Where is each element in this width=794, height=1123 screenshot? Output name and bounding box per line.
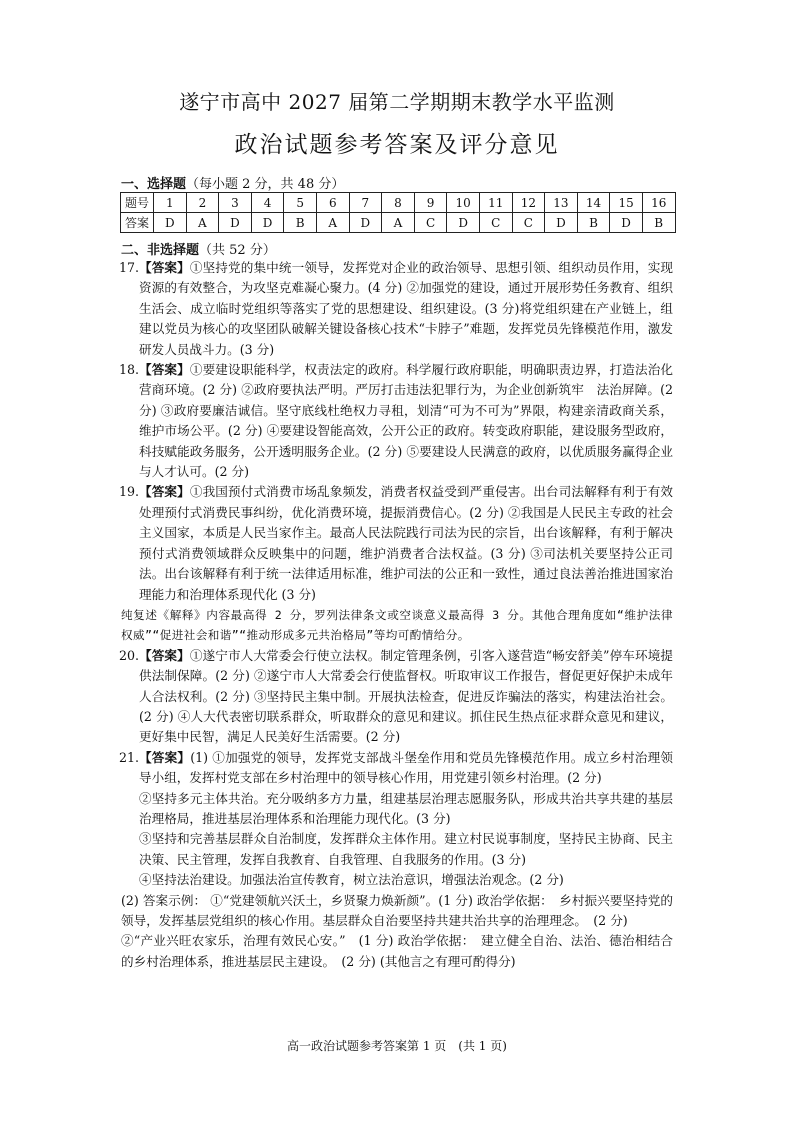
section1-heading-line <box>121 173 344 192</box>
table-cell: B <box>642 213 675 233</box>
table-cell: C <box>414 213 447 233</box>
answer-tag: 【答案】 <box>139 362 190 378</box>
table-cell: 9 <box>414 193 447 213</box>
table-cell: C <box>512 213 545 233</box>
table-cell: C <box>479 213 512 233</box>
row-label-answer: 答案 <box>121 213 154 233</box>
answer-item-2: ②坚持多元主体共治。充分吸纳多方力量，组建基层治理志愿服务队，形成共治共享共建的基层治理格局，推进基层治理体系和治理能力现代化。(3 分) <box>139 790 673 826</box>
answer-text: ①坚持党的集中统一领导，发挥党对企业的政治领导、思想引领、组织动员作用，实现资源的有效整合，为攻坚克难凝心聚力。(4 分) ②加强党的建设，通过开展形势任务教育、组织生活会、成立临时党组织等落实了党的思想建设、组织建设。(3 分)将党组织建在产业链上，组建以党员为核心的攻坚团队破解关键设备核心技术“卡脖子”难题，发挥党员先锋模范作用，激发研发人员战斗力。(3 分) <box>139 260 674 357</box>
answers-body <box>121 258 673 972</box>
table-cell: 16 <box>642 193 675 213</box>
table-cell: A <box>316 213 349 233</box>
question-number: 18. <box>119 362 140 378</box>
answer-tag: 【答案】 <box>139 749 191 765</box>
answer-part2-example2: ②“产业兴旺农家乐，治理有效民心安。” (1 分) 政治学依据： 建立健全自治、法治、德治相结合的乡村治理体系，推进基层民主建设。 (2 分) (其他言之有理可酌得分) <box>121 933 673 969</box>
table-cell: D <box>447 213 480 233</box>
document-title: 政治试题参考答案及评分意见 <box>234 132 560 158</box>
section2-heading-line <box>121 239 276 258</box>
question-number: 19. <box>119 484 140 500</box>
exam-title: 遂宁市高中 2027 届第二学期期末教学水平监测 <box>179 90 615 114</box>
section2-heading: 二、非选择题 <box>121 243 200 258</box>
answer-text: ①我国预付式消费市场乱象频发，消费者权益受到严重侵害。出台司法解释有利于有效处理预付式消费民事纠纷，优化消费环境，提振消费信心。(2 分) ②我国是人民民主专政的社会主义国家，本质是人民当家作主。最高人民法院践行司法为民的宗旨，出台该解释，有利于解决预付式消费领域群众反映集中的问题，维护消费者合法权益。(3 分) ③司法机关要坚持公正司法。出台该解释有利于统一法律适用标准，维护司法的公正和一致性，通过良法善治推进国家治理能力和治理体系现代化 (3 分) <box>139 484 674 602</box>
answer-tag: 【答案】 <box>139 647 190 663</box>
answer-tag: 【答案】 <box>139 484 190 500</box>
answer-part2: (2) 答案示例： ①“党建领航兴沃土，乡贤聚力焕新颜”。(1 分) 政治学依据： 乡村振兴要坚持党的领导，发挥基层党组织的核心作用。基层群众自治要坚持共建共治共享的治理理念。 (2 分) <box>121 892 673 928</box>
table-cell: 8 <box>382 193 415 213</box>
table-cell: 12 <box>512 193 545 213</box>
answer-text: ①要建设职能科学，权责法定的政府。科学履行政府职能，明确职责边界，打造法治化营商环境。(2 分) ②政府要执法严明。严厉打击违法犯罪行为，为企业创新筑牢 法治屏障。(2 分) ③政府要廉洁诚信。坚守底线杜绝权力寻租，划清“可为不可为”界限，构建亲清政商关系，维护市场公平。(2 分) ④要建设智能高效，公开公正的政府。转变政府职能，建设服务型政府，科技赋能政务服务，公开透明服务企业。(2 分) ⑤要建设人民满意的政府，以优质服务赢得企业与人才认可。(2 分) <box>139 362 674 480</box>
table-cell: 11 <box>479 193 512 213</box>
answer-text: ①遂宁市人大常委会行使立法权。制定管理条例，引客入遂营造“畅安舒美”停车环境提供法制保障。(2 分) ②遂宁市人大常委会行使监督权。听取审议工作报告，督促更好保护未成年人合法权利。(2 分) ③坚持民主集中制。开展执法检查，促进反诈骗法的落实，构建法治社会。(2 分) ④人大代表密切联系群众，听取群众的意见和建议。抓住民生热点征求群众意见和建议，更好集中民智，满足人民美好生活需要。(2 分) <box>139 647 674 745</box>
answer-part1-intro: (1) ①加强党的领导，发挥党支部战斗堡垒作用和党员先锋模范作用。成立乡村治理领导小组，发挥村党支部在乡村治理中的领导核心作用，用党建引领乡村治理。(2 分) <box>139 749 674 786</box>
table-cell: D <box>610 213 643 233</box>
table-cell: 1 <box>154 193 187 213</box>
table-cell: D <box>545 213 578 233</box>
table-cell: 5 <box>284 193 317 213</box>
table-cell: B <box>284 213 317 233</box>
question-18 <box>121 360 673 482</box>
question-17 <box>121 258 673 360</box>
grading-note: 纯复述《解释》内容最高得 2 分，罗列法律条文或空谈意义最高得 3 分。其他合理角度如“维护法律权威”“促进社会和谐”“推动形成多元共治格局”等均可酌情给分。 <box>121 607 673 643</box>
table-cell: B <box>577 213 610 233</box>
section1-note: （每小题 2 分，共 48 分） <box>186 177 345 192</box>
section2-note: （共 52 分） <box>199 243 276 258</box>
table-cell: A <box>186 213 219 233</box>
table-cell: D <box>251 213 284 233</box>
question-number: 21. <box>119 749 140 765</box>
table-cell: 10 <box>447 193 480 213</box>
table-cell: A <box>382 213 415 233</box>
table-cell: 2 <box>186 193 219 213</box>
answer-tag: 【答案】 <box>139 260 190 275</box>
answer-table <box>120 192 676 233</box>
question-19 <box>121 482 673 645</box>
question-21 <box>121 748 673 972</box>
table-cell: 14 <box>577 193 610 213</box>
table-cell: 7 <box>349 193 382 213</box>
table-row-numbers <box>121 193 676 213</box>
table-row-answers <box>121 213 676 233</box>
answer-item-4: ④坚持法治建设。加强法治宣传教育，树立法治意识，增强法治观念。(2 分) <box>139 872 564 888</box>
table-cell: 15 <box>610 193 643 213</box>
question-20 <box>121 646 673 748</box>
table-cell: D <box>154 213 187 233</box>
section1-heading: 一、选择题 <box>121 177 187 192</box>
table-cell: 6 <box>316 193 349 213</box>
question-number: 17. <box>119 260 140 275</box>
table-cell: D <box>349 213 382 233</box>
row-label-number: 题号 <box>121 193 154 213</box>
table-cell: 13 <box>545 193 578 213</box>
answer-item-3: ③坚持和完善基层群众自治制度，发挥群众主体作用。建立村民说事制度，坚持民主协商、民主决策、民主管理，发挥自我教育、自我管理、自我服务的作用。(3 分) <box>139 831 673 867</box>
page-footer: 高一政治试题参考答案第 1 页 (共 1 页) <box>287 1039 507 1053</box>
table-cell: D <box>219 213 252 233</box>
table-cell: 3 <box>219 193 252 213</box>
table-cell: 4 <box>251 193 284 213</box>
question-number: 20. <box>119 647 140 663</box>
